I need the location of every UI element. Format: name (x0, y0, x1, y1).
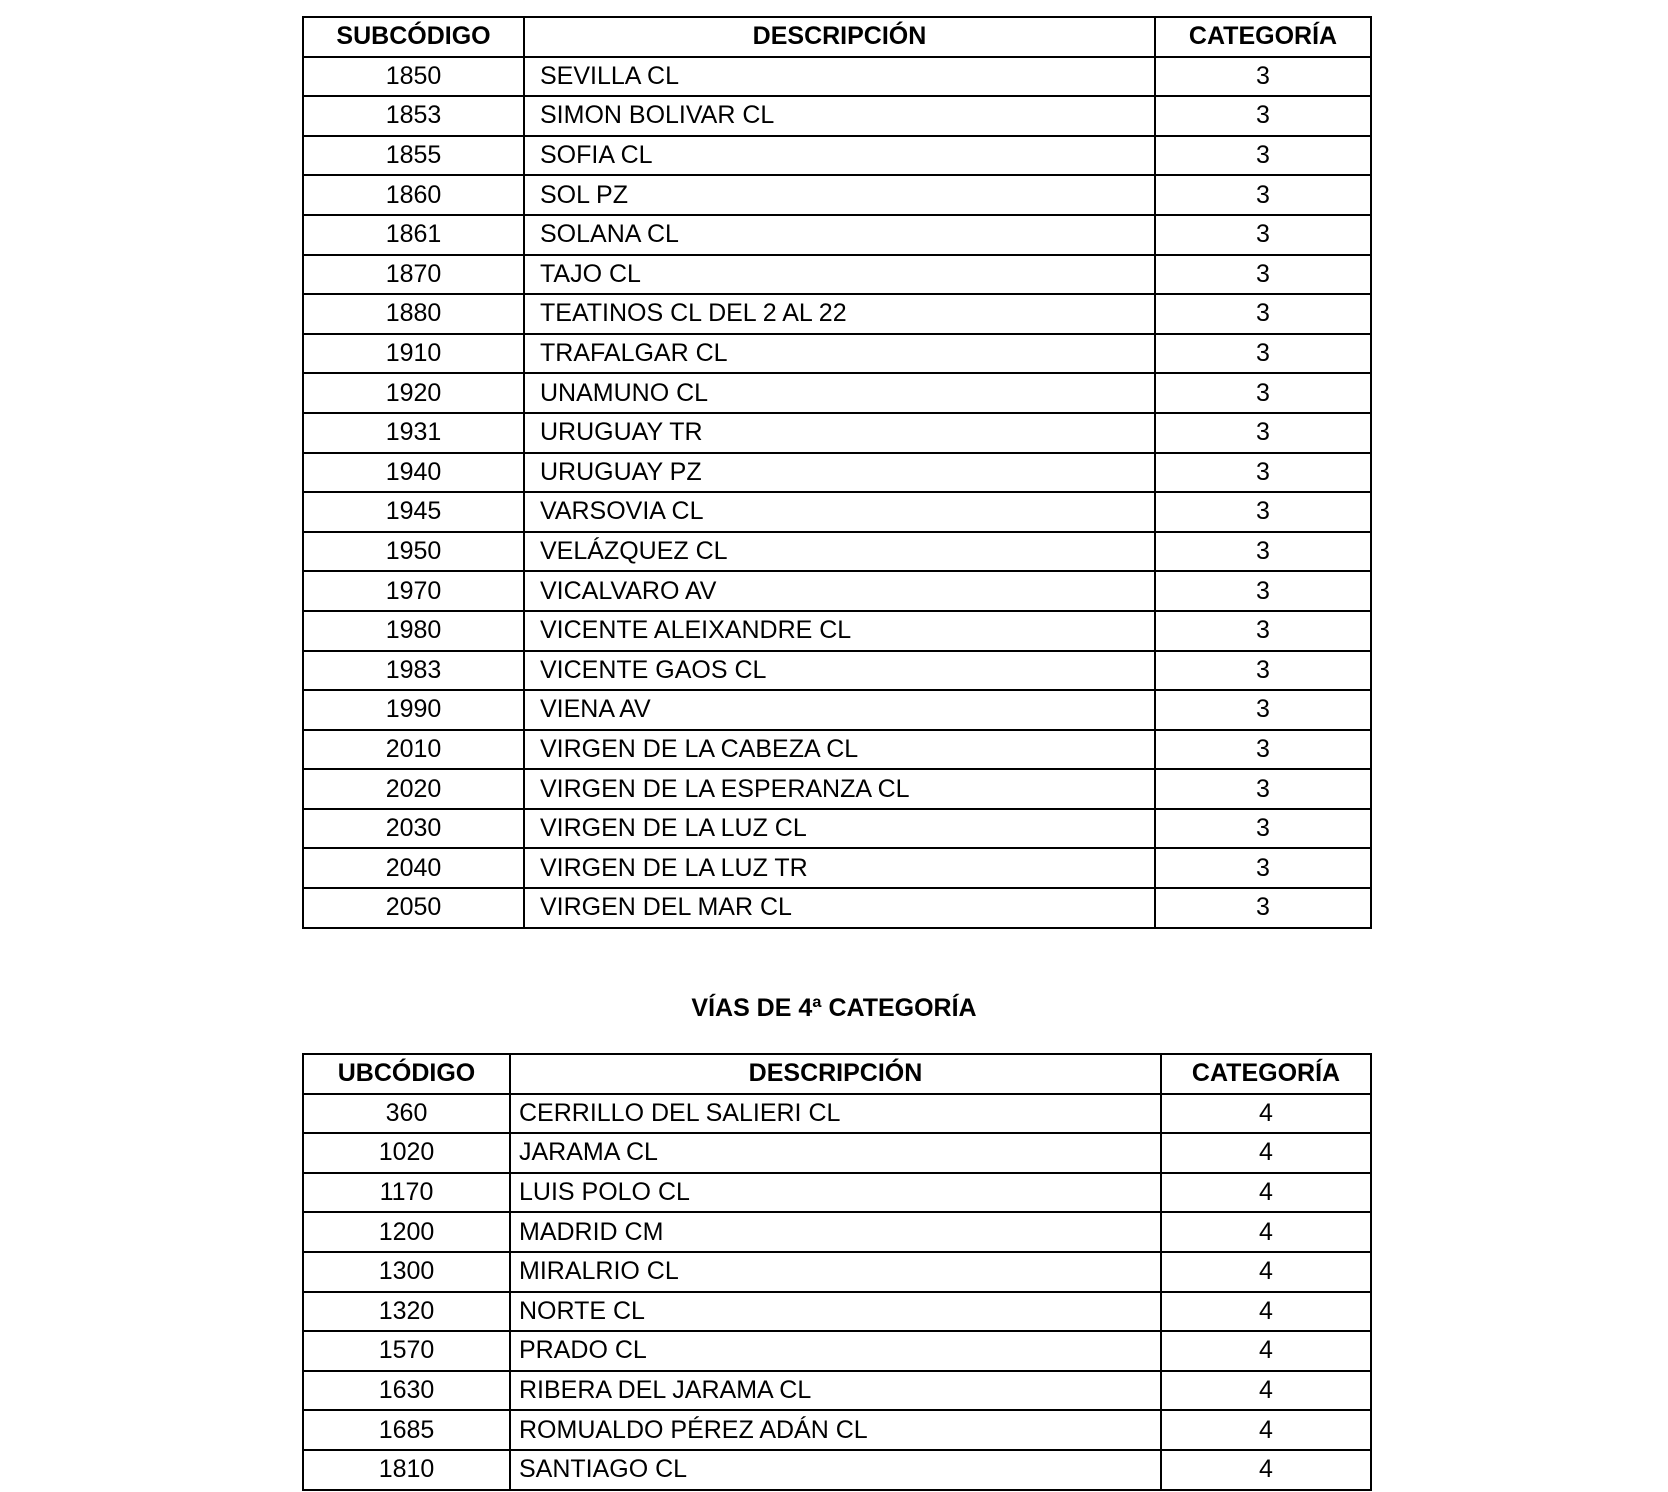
table-row (303, 1212, 1371, 1252)
description-cell: VIRGEN DE LA LUZ CL (524, 809, 1155, 849)
table-header-row (303, 1054, 1371, 1094)
streets-category-3-table (302, 16, 1372, 929)
subcode-cell: 1170 (303, 1173, 510, 1213)
subcode-cell: 1931 (303, 413, 524, 453)
description-cell: UNAMUNO CL (524, 373, 1155, 413)
table-row (303, 413, 1371, 453)
table-row (303, 1410, 1371, 1450)
table-row (303, 1371, 1371, 1411)
column-header-description: DESCRIPCIÓN (524, 17, 1155, 57)
description-cell: VICALVARO AV (524, 571, 1155, 611)
table-row (303, 532, 1371, 572)
table-row (303, 1094, 1371, 1134)
category-cell: 3 (1155, 690, 1371, 730)
subcode-cell: 1990 (303, 690, 524, 730)
category-cell: 3 (1155, 651, 1371, 691)
category-cell: 3 (1155, 373, 1371, 413)
category-cell: 3 (1155, 136, 1371, 176)
description-cell: SOLANA CL (524, 215, 1155, 255)
category-cell: 4 (1161, 1133, 1371, 1173)
table-row (303, 769, 1371, 809)
description-cell: SIMON BOLIVAR CL (524, 96, 1155, 136)
category-cell: 4 (1161, 1252, 1371, 1292)
table-row (303, 215, 1371, 255)
description-cell: CERRILLO DEL SALIERI CL (510, 1094, 1161, 1134)
table-header-row (303, 17, 1371, 57)
description-cell: VIRGEN DE LA ESPERANZA CL (524, 769, 1155, 809)
category-cell: 4 (1161, 1292, 1371, 1332)
subcode-cell: 1880 (303, 294, 524, 334)
description-cell: LUIS POLO CL (510, 1173, 1161, 1213)
subcode-cell: 2030 (303, 809, 524, 849)
category-cell: 3 (1155, 175, 1371, 215)
subcode-cell: 2020 (303, 769, 524, 809)
subcode-cell: 1920 (303, 373, 524, 413)
subcode-cell: 1200 (303, 1212, 510, 1252)
table-row (303, 453, 1371, 493)
category-cell: 4 (1161, 1410, 1371, 1450)
subcode-cell: 1861 (303, 215, 524, 255)
category-cell: 3 (1155, 769, 1371, 809)
table-row (303, 1252, 1371, 1292)
table-row (303, 175, 1371, 215)
subcode-cell: 1910 (303, 334, 524, 374)
subcode-cell: 2050 (303, 888, 524, 928)
description-cell: RIBERA DEL JARAMA CL (510, 1371, 1161, 1411)
table-row (303, 1133, 1371, 1173)
table-row (303, 1331, 1371, 1371)
category-cell: 3 (1155, 294, 1371, 334)
category-cell: 3 (1155, 334, 1371, 374)
subcode-cell: 1320 (303, 1292, 510, 1332)
table-row (303, 690, 1371, 730)
subcode-cell: 1855 (303, 136, 524, 176)
table-row (303, 1450, 1371, 1490)
table-row (303, 888, 1371, 928)
table-body (303, 1094, 1371, 1490)
category-cell: 3 (1155, 413, 1371, 453)
table-row (303, 730, 1371, 770)
description-cell: SOFIA CL (524, 136, 1155, 176)
column-header-description: DESCRIPCIÓN (510, 1054, 1161, 1094)
subcode-cell: 1853 (303, 96, 524, 136)
category-cell: 3 (1155, 96, 1371, 136)
column-header-category: CATEGORÍA (1161, 1054, 1371, 1094)
subcode-cell: 1980 (303, 611, 524, 651)
description-cell: SEVILLA CL (524, 57, 1155, 97)
description-cell: SOL PZ (524, 175, 1155, 215)
category-cell: 4 (1161, 1212, 1371, 1252)
category-cell: 3 (1155, 611, 1371, 651)
description-cell: NORTE CL (510, 1292, 1161, 1332)
description-cell: VICENTE GAOS CL (524, 651, 1155, 691)
subcode-cell: 2040 (303, 848, 524, 888)
table-row (303, 57, 1371, 97)
description-cell: MIRALRIO CL (510, 1252, 1161, 1292)
table-row (303, 294, 1371, 334)
table-row (303, 136, 1371, 176)
category-cell: 3 (1155, 492, 1371, 532)
description-cell: VARSOVIA CL (524, 492, 1155, 532)
subcode-cell: 1630 (303, 1371, 510, 1411)
subcode-cell: 1810 (303, 1450, 510, 1490)
description-cell: URUGUAY TR (524, 413, 1155, 453)
description-cell: PRADO CL (510, 1331, 1161, 1371)
description-cell: MADRID CM (510, 1212, 1161, 1252)
subcode-cell: 1685 (303, 1410, 510, 1450)
column-header-category: CATEGORÍA (1155, 17, 1371, 57)
category-cell: 4 (1161, 1094, 1371, 1134)
subcode-cell: 360 (303, 1094, 510, 1134)
subcode-cell: 1945 (303, 492, 524, 532)
table-row (303, 571, 1371, 611)
category-cell: 3 (1155, 532, 1371, 572)
table-row (303, 255, 1371, 295)
subcode-cell: 1860 (303, 175, 524, 215)
description-cell: VIENA AV (524, 690, 1155, 730)
description-cell: VIRGEN DEL MAR CL (524, 888, 1155, 928)
table-row (303, 1292, 1371, 1332)
category-cell: 3 (1155, 848, 1371, 888)
streets-category-4-table (302, 1053, 1372, 1491)
description-cell: ROMUALDO PÉREZ ADÁN CL (510, 1410, 1161, 1450)
category-cell: 3 (1155, 888, 1371, 928)
category-cell: 3 (1155, 255, 1371, 295)
category-cell: 4 (1161, 1371, 1371, 1411)
description-cell: JARAMA CL (510, 1133, 1161, 1173)
subcode-cell: 1940 (303, 453, 524, 493)
subcode-cell: 1570 (303, 1331, 510, 1371)
description-cell: TEATINOS CL DEL 2 AL 22 (524, 294, 1155, 334)
description-cell: VIRGEN DE LA CABEZA CL (524, 730, 1155, 770)
description-cell: VICENTE ALEIXANDRE CL (524, 611, 1155, 651)
description-cell: VIRGEN DE LA LUZ TR (524, 848, 1155, 888)
subcode-cell: 1020 (303, 1133, 510, 1173)
column-header-subcode: SUBCÓDIGO (303, 17, 524, 57)
subcode-cell: 1983 (303, 651, 524, 691)
subcode-cell: 1850 (303, 57, 524, 97)
description-cell: TRAFALGAR CL (524, 334, 1155, 374)
column-header-subcode: UBCÓDIGO (303, 1054, 510, 1094)
subcode-cell: 1970 (303, 571, 524, 611)
category-cell: 3 (1155, 57, 1371, 97)
table-body (303, 57, 1371, 928)
subcode-cell: 1870 (303, 255, 524, 295)
table-row (303, 809, 1371, 849)
category-cell: 3 (1155, 730, 1371, 770)
description-cell: VELÁZQUEZ CL (524, 532, 1155, 572)
table-row (303, 96, 1371, 136)
description-cell: URUGUAY PZ (524, 453, 1155, 493)
table-row (303, 334, 1371, 374)
description-cell: SANTIAGO CL (510, 1450, 1161, 1490)
table-row (303, 651, 1371, 691)
table-row (303, 611, 1371, 651)
section-title-category-4: VÍAS DE 4ª CATEGORÍA (691, 994, 977, 1022)
subcode-cell: 1950 (303, 532, 524, 572)
table-row (303, 373, 1371, 413)
description-cell: TAJO CL (524, 255, 1155, 295)
category-cell: 4 (1161, 1173, 1371, 1213)
table-row (303, 1173, 1371, 1213)
category-cell: 3 (1155, 215, 1371, 255)
table-row (303, 492, 1371, 532)
category-cell: 4 (1161, 1331, 1371, 1371)
category-cell: 3 (1155, 809, 1371, 849)
table-row (303, 848, 1371, 888)
category-cell: 3 (1155, 571, 1371, 611)
category-cell: 3 (1155, 453, 1371, 493)
subcode-cell: 2010 (303, 730, 524, 770)
subcode-cell: 1300 (303, 1252, 510, 1292)
category-cell: 4 (1161, 1450, 1371, 1490)
